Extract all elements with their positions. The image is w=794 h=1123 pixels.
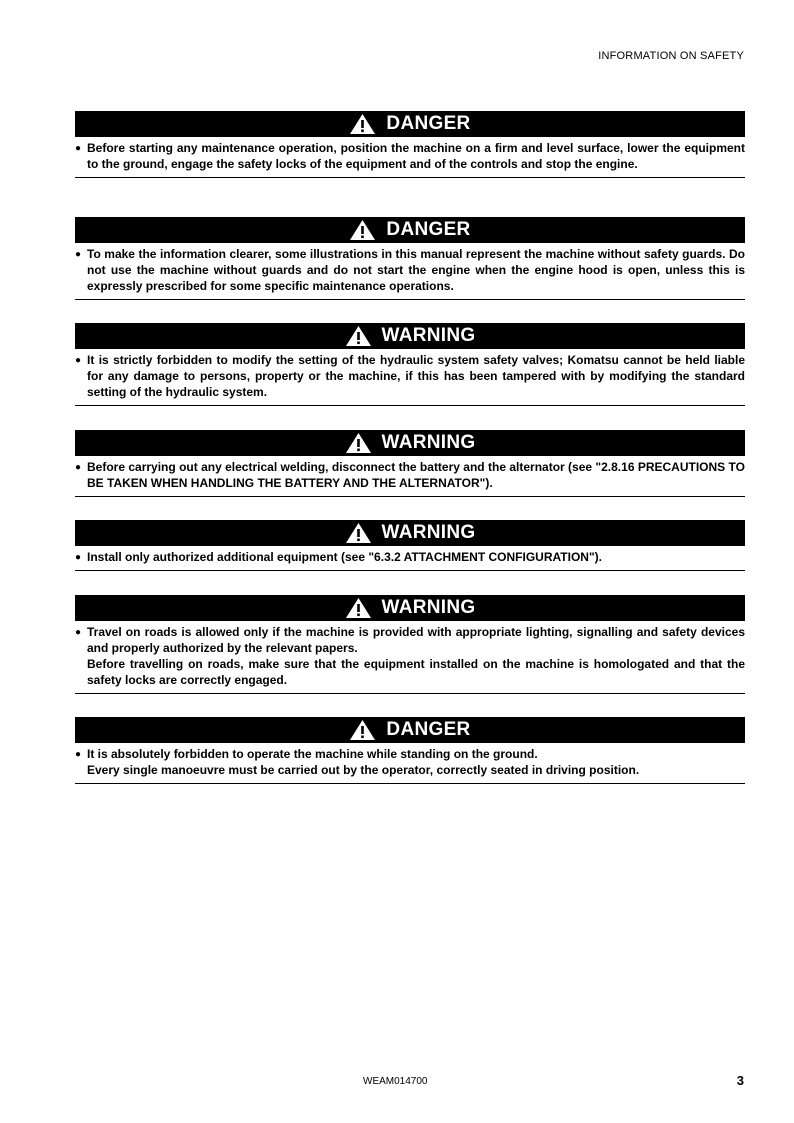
notice-text: Before travelling on roads, make sure that the equipment installed on the machine is homologated and that the safety locks are correctly engaged.: [87, 657, 745, 687]
danger-banner: [75, 111, 745, 137]
bullet-icon: ●: [75, 355, 82, 366]
notice-body: [75, 243, 745, 299]
bullet-icon: ●: [75, 462, 82, 473]
safety-notice-warning: [75, 430, 745, 497]
bullet-icon: ●: [75, 143, 82, 154]
warning-banner: [75, 595, 745, 621]
warning-banner: [75, 323, 745, 349]
banner-label: DANGER: [386, 719, 471, 740]
notice-body: [75, 349, 745, 405]
notice-text: Before starting any maintenance operation, position the machine on a firm and level surface, lower the equipment to the ground, engage the safety locks of the equipment and of the controls and stop the engine.: [87, 141, 745, 171]
safety-notice-danger: [75, 217, 745, 300]
notice-text: Before carrying out any electrical welding, disconnect the battery and the alternator (see "2.8.16 PRECAUTIONS TO BE TAKEN WHEN HANDLING THE BATTERY AND THE ALTERNATOR").: [87, 460, 745, 490]
notice-text: Install only authorized additional equipment (see "6.3.2 ATTACHMENT CONFIGURATION").: [87, 550, 602, 564]
notice-text: To make the information clearer, some illustrations in this manual represent the machine without safety guards. Do not use the machine without guards and do not start the engine when the engine hood is open, unless this is expressly prescribed for some specific maintenance operations.: [87, 247, 745, 293]
notice-body: [75, 137, 745, 177]
document-code: WEAM014700: [363, 1076, 428, 1087]
warning-banner: [75, 430, 745, 456]
safety-notice-warning: [75, 323, 745, 406]
danger-banner: [75, 217, 745, 243]
safety-notice-danger: [75, 111, 745, 178]
page-header-title: INFORMATION ON SAFETY: [598, 50, 744, 62]
notice-text: It is strictly forbidden to modify the setting of the hydraulic system safety valves; Komatsu cannot be held liable for any damage to persons, property or the machine, if this has been tampered with by modifying the standard setting of the hydraulic system.: [87, 353, 745, 399]
notice-text: It is absolutely forbidden to operate the machine while standing on the ground.: [87, 747, 538, 761]
page-number: 3: [736, 1073, 744, 1088]
warning-triangle-icon: [345, 597, 372, 619]
safety-notice-warning: [75, 520, 745, 571]
warning-triangle-icon: [345, 325, 372, 347]
notice-body: [75, 743, 745, 783]
safety-notice-warning: [75, 595, 745, 694]
warning-banner: [75, 520, 745, 546]
banner-label: WARNING: [381, 325, 476, 346]
notice-body: [75, 456, 745, 496]
warning-triangle-icon: [345, 432, 372, 454]
warning-triangle-icon: [349, 113, 376, 135]
banner-label: WARNING: [381, 522, 476, 543]
banner-label: WARNING: [381, 432, 476, 453]
notice-text: Every single manoeuvre must be carried out by the operator, correctly seated in driving position.: [87, 763, 640, 777]
warning-triangle-icon: [345, 522, 372, 544]
notice-body: [75, 546, 745, 570]
warning-triangle-icon: [349, 219, 376, 241]
bullet-icon: ●: [75, 627, 82, 638]
banner-label: DANGER: [386, 219, 471, 240]
banner-label: WARNING: [381, 597, 476, 618]
banner-label: DANGER: [386, 113, 471, 134]
bullet-icon: ●: [75, 249, 82, 260]
warning-triangle-icon: [349, 719, 376, 741]
safety-notice-danger: [75, 717, 745, 784]
notice-body: [75, 621, 745, 693]
bullet-icon: ●: [75, 552, 82, 563]
danger-banner: [75, 717, 745, 743]
notice-text: Travel on roads is allowed only if the machine is provided with appropriate lighting, signalling and safety devices and properly authorized by the relevant papers.: [87, 625, 745, 655]
bullet-icon: ●: [75, 749, 82, 760]
